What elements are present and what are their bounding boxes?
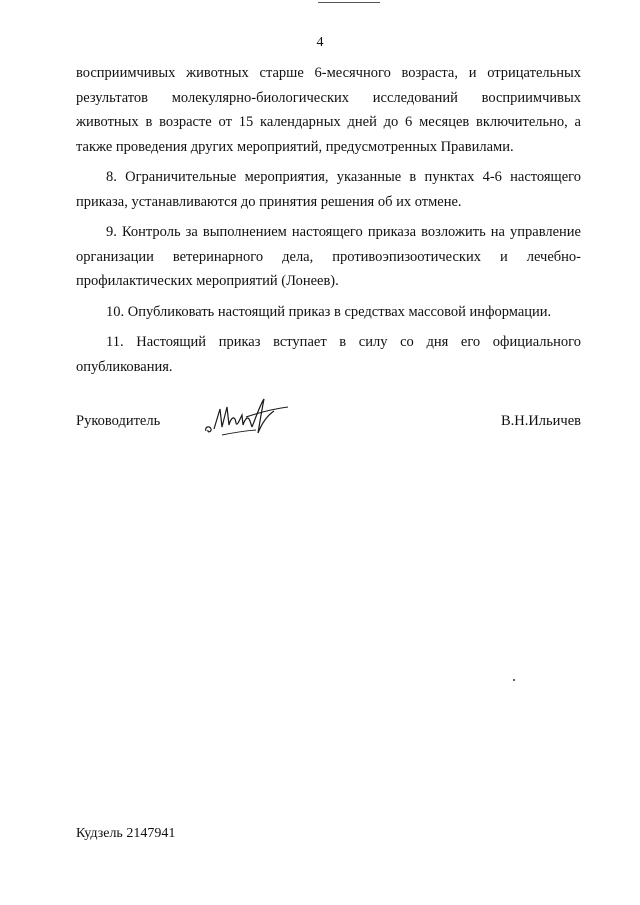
page-number: 4 [316,35,324,50]
handwritten-signature [202,395,292,439]
top-edge-line [318,2,380,3]
footer-document-code: Кудзель 2147941 [76,826,176,841]
paragraph-item-9: 9. Контроль за выполнением настоящего приказа возложить на управление организации ветеринарного дела, противоэпизоотических и лечебно-профилактических мероприятий (Лонеев). [76,224,581,289]
scan-speck [513,679,515,681]
paragraph-item-10: 10. Опубликовать настоящий приказ в средствах массовой информации. [106,303,552,320]
paragraph-item-8: 8. Ограничительные мероприятия, указанные в пунктах 4-6 настоящего приказа, устанавливаются до принятия решения об их отмене. [76,169,581,210]
paragraph-item-11: 11. Настоящий приказ вступает в силу со дня его официального опубликования. [76,334,581,375]
signatory-title: Руководитель [76,413,161,429]
document-body [76,61,581,385]
signatory-name: В.Н.Ильичев [500,413,581,429]
paragraph-continuation: восприимчивых животных старше 6-месячного возраста, и отрицательных результатов молекулярно-биологических исследований восприимчивых животных в возрасте от 15 календарных дней до 6 месяцев включительно, а также проведения других мероприятий, предусмотренных Правилами. [76,65,581,155]
signature-block [76,413,581,443]
